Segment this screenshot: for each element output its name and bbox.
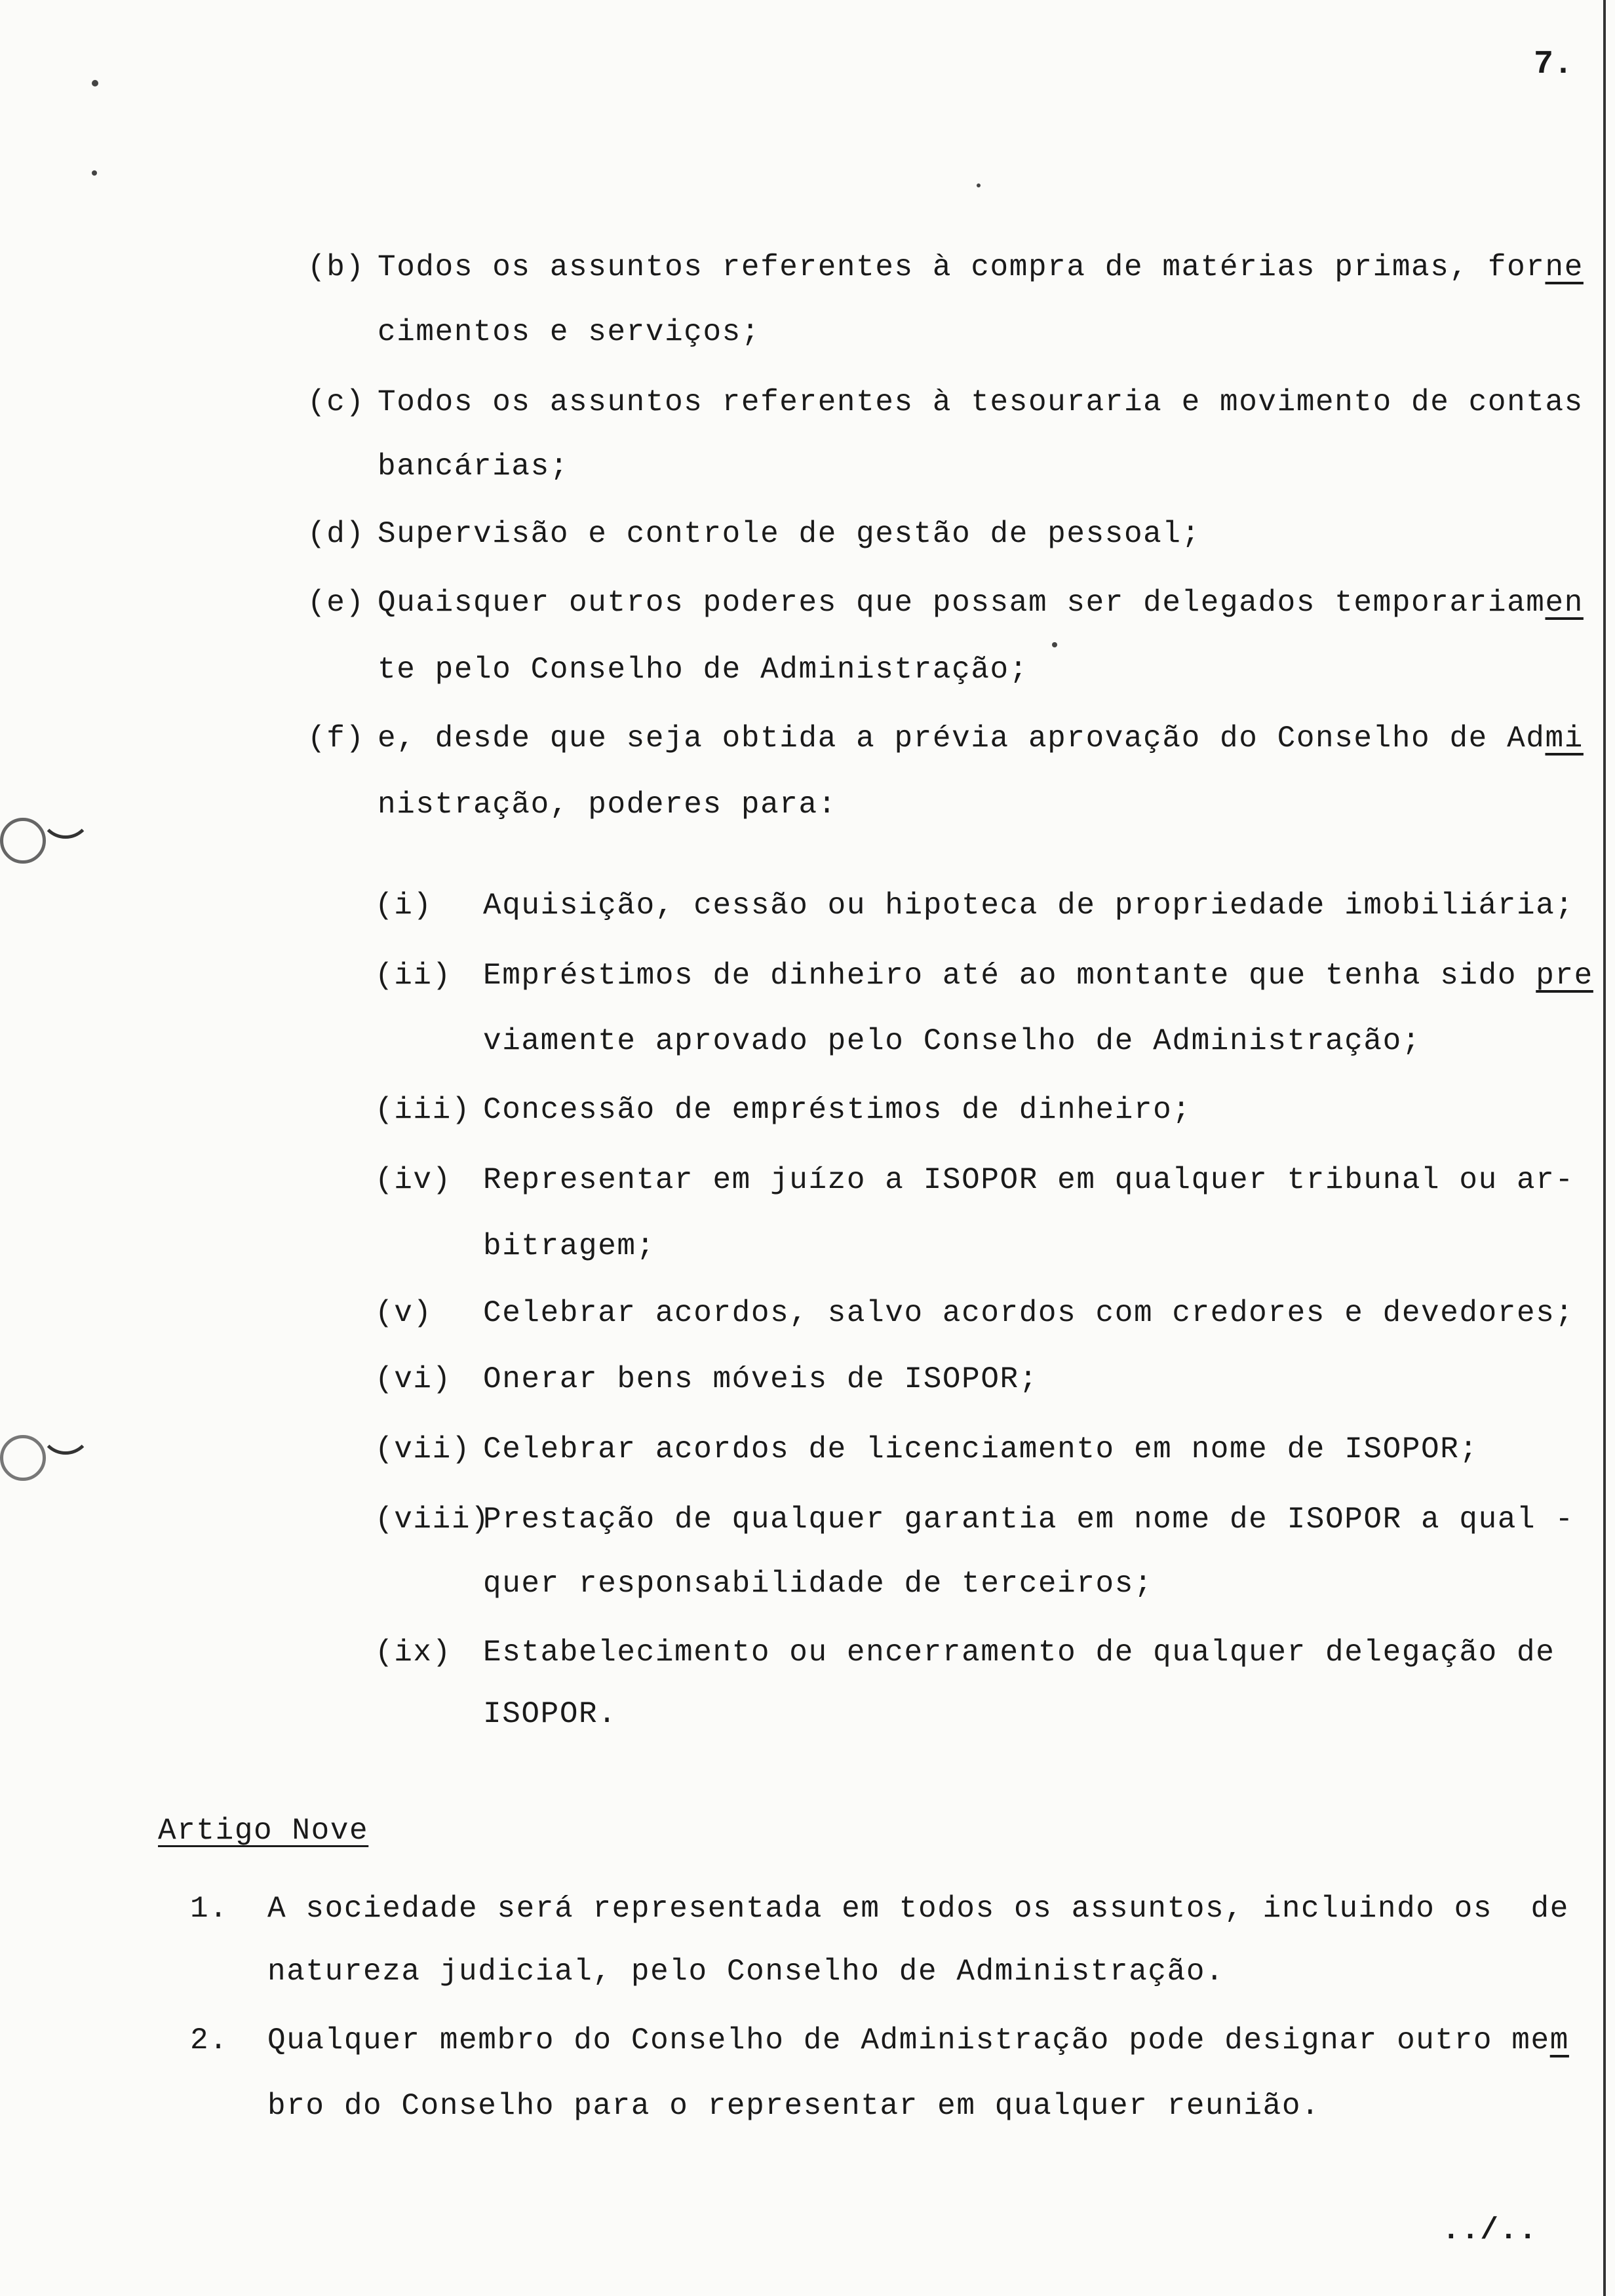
line-text: Estabelecimento ou encerramento de qualquer delegação de — [483, 1636, 1555, 1670]
subitem-line — [483, 1634, 1555, 1671]
item-line — [378, 249, 1584, 286]
line-text: Concessão de empréstimos de dinheiro; — [483, 1093, 1192, 1127]
subitem-line — [483, 1023, 1421, 1060]
line-text: bitragem; — [483, 1229, 655, 1263]
line-text: Supervisão e controle de gestão de pessoal; — [378, 517, 1201, 551]
paragraph-label: 2. — [190, 2023, 229, 2057]
line-text: e, desde que seja obtida a prévia aprovação do Conselho de Ad — [378, 721, 1546, 756]
subitem-line — [483, 1295, 1574, 1331]
subitem-line — [483, 1162, 1574, 1198]
subitem-line — [483, 887, 1574, 924]
item-line — [378, 384, 1584, 421]
subitem-label: (ix) — [375, 1636, 452, 1670]
page-number: 7. — [1534, 46, 1574, 83]
line-text: Aquisição, cessão ou hipoteca de propriedade imobiliária; — [483, 889, 1574, 923]
smudge-mark — [0, 1435, 46, 1481]
subitem-line — [483, 1431, 1479, 1468]
paragraph-line — [267, 1890, 1569, 1927]
item-label: (f) — [307, 721, 365, 756]
article-heading: Artigo Nove — [158, 1814, 369, 1848]
line-text: natureza judicial, pelo Conselho de Administração. — [267, 1955, 1225, 1989]
line-text: Onerar bens móveis de ISOPOR; — [483, 1362, 1038, 1396]
smudge-mark — [0, 818, 46, 864]
line-text: bro do Conselho para o representar em qualquer reunião. — [267, 2089, 1321, 2123]
subitem-line — [483, 1696, 617, 1732]
line-text: nistração, poderes para: — [378, 788, 837, 822]
subitem-label: (viii) — [375, 1502, 490, 1537]
subitem-line — [483, 1092, 1192, 1128]
line-text: Prestação de qualquer garantia em nome de ISOPOR a qual - — [483, 1502, 1574, 1537]
line-text: Celebrar acordos, salvo acordos com credores e devedores; — [483, 1296, 1574, 1330]
line-text: Quaisquer outros poderes que possam ser delegados temporariam — [378, 586, 1546, 620]
line-text: Todos os assuntos referentes à compra de matérias primas, for — [378, 250, 1546, 284]
hole-punch-mark — [39, 786, 92, 839]
hyphenation-underline: pre — [1536, 959, 1593, 993]
paragraph-label: 1. — [190, 1892, 229, 1926]
line-text: Representar em juízo a ISOPOR em qualquer tribunal ou ar- — [483, 1163, 1574, 1197]
line-text: Qualquer membro do Conselho de Administração pode designar outro me — [267, 2023, 1550, 2057]
item-line — [378, 314, 760, 351]
paragraph-line — [267, 1953, 1224, 1990]
item-label: (c) — [307, 385, 365, 419]
line-text: viamente aprovado pelo Conselho de Administração; — [483, 1024, 1422, 1058]
subitem-line — [483, 1228, 655, 1265]
item-line — [378, 584, 1584, 621]
subitem-label: (iii) — [375, 1093, 471, 1127]
line-text: Todos os assuntos referentes à tesouraria e movimento de contas — [378, 385, 1584, 419]
item-line — [378, 516, 1201, 552]
hyphenation-underline: en — [1545, 586, 1584, 620]
hole-punch-mark — [39, 1402, 92, 1455]
speck — [977, 183, 981, 187]
line-text: Celebrar acordos de licenciamento em nome de ISOPOR; — [483, 1432, 1479, 1466]
hyphenation-underline: ne — [1545, 250, 1584, 284]
item-label: (e) — [307, 586, 365, 620]
paragraph-line — [267, 2088, 1320, 2124]
page-edge-line — [1603, 0, 1606, 2296]
hyphenation-underline: m — [1549, 2023, 1569, 2057]
subitem-label: (vi) — [375, 1362, 452, 1396]
speck — [92, 170, 97, 176]
line-text: cimentos e serviços; — [378, 315, 761, 349]
line-text: A sociedade será representada em todos os assuntos, incluindo os de — [267, 1892, 1569, 1926]
line-text: bancárias; — [378, 450, 570, 484]
speck — [92, 80, 98, 86]
subitem-label: (i) — [375, 889, 433, 923]
item-label: (d) — [307, 517, 365, 551]
item-label: (b) — [307, 250, 365, 284]
line-text: quer responsabilidade de terceiros; — [483, 1567, 1154, 1601]
subitem-label: (vii) — [375, 1432, 471, 1466]
subitem-line — [483, 957, 1593, 994]
item-line — [378, 651, 1028, 688]
subitem-line — [483, 1565, 1153, 1602]
subitem-label: (v) — [375, 1296, 433, 1330]
item-line — [378, 786, 837, 823]
subitem-line — [483, 1501, 1574, 1538]
continuation-mark: ../.. — [1442, 2213, 1538, 2248]
hyphenation-underline: mi — [1545, 721, 1584, 756]
line-text: te pelo Conselho de Administração; — [378, 653, 1028, 687]
subitem-label: (ii) — [375, 959, 452, 993]
paragraph-line — [267, 2022, 1569, 2059]
speck — [1052, 642, 1057, 647]
subitem-line — [483, 1361, 1038, 1398]
item-line — [378, 448, 569, 485]
line-text: ISOPOR. — [483, 1697, 617, 1731]
item-line — [378, 720, 1584, 757]
subitem-label: (iv) — [375, 1163, 452, 1197]
line-text: Empréstimos de dinheiro até ao montante que tenha sido — [483, 959, 1536, 993]
